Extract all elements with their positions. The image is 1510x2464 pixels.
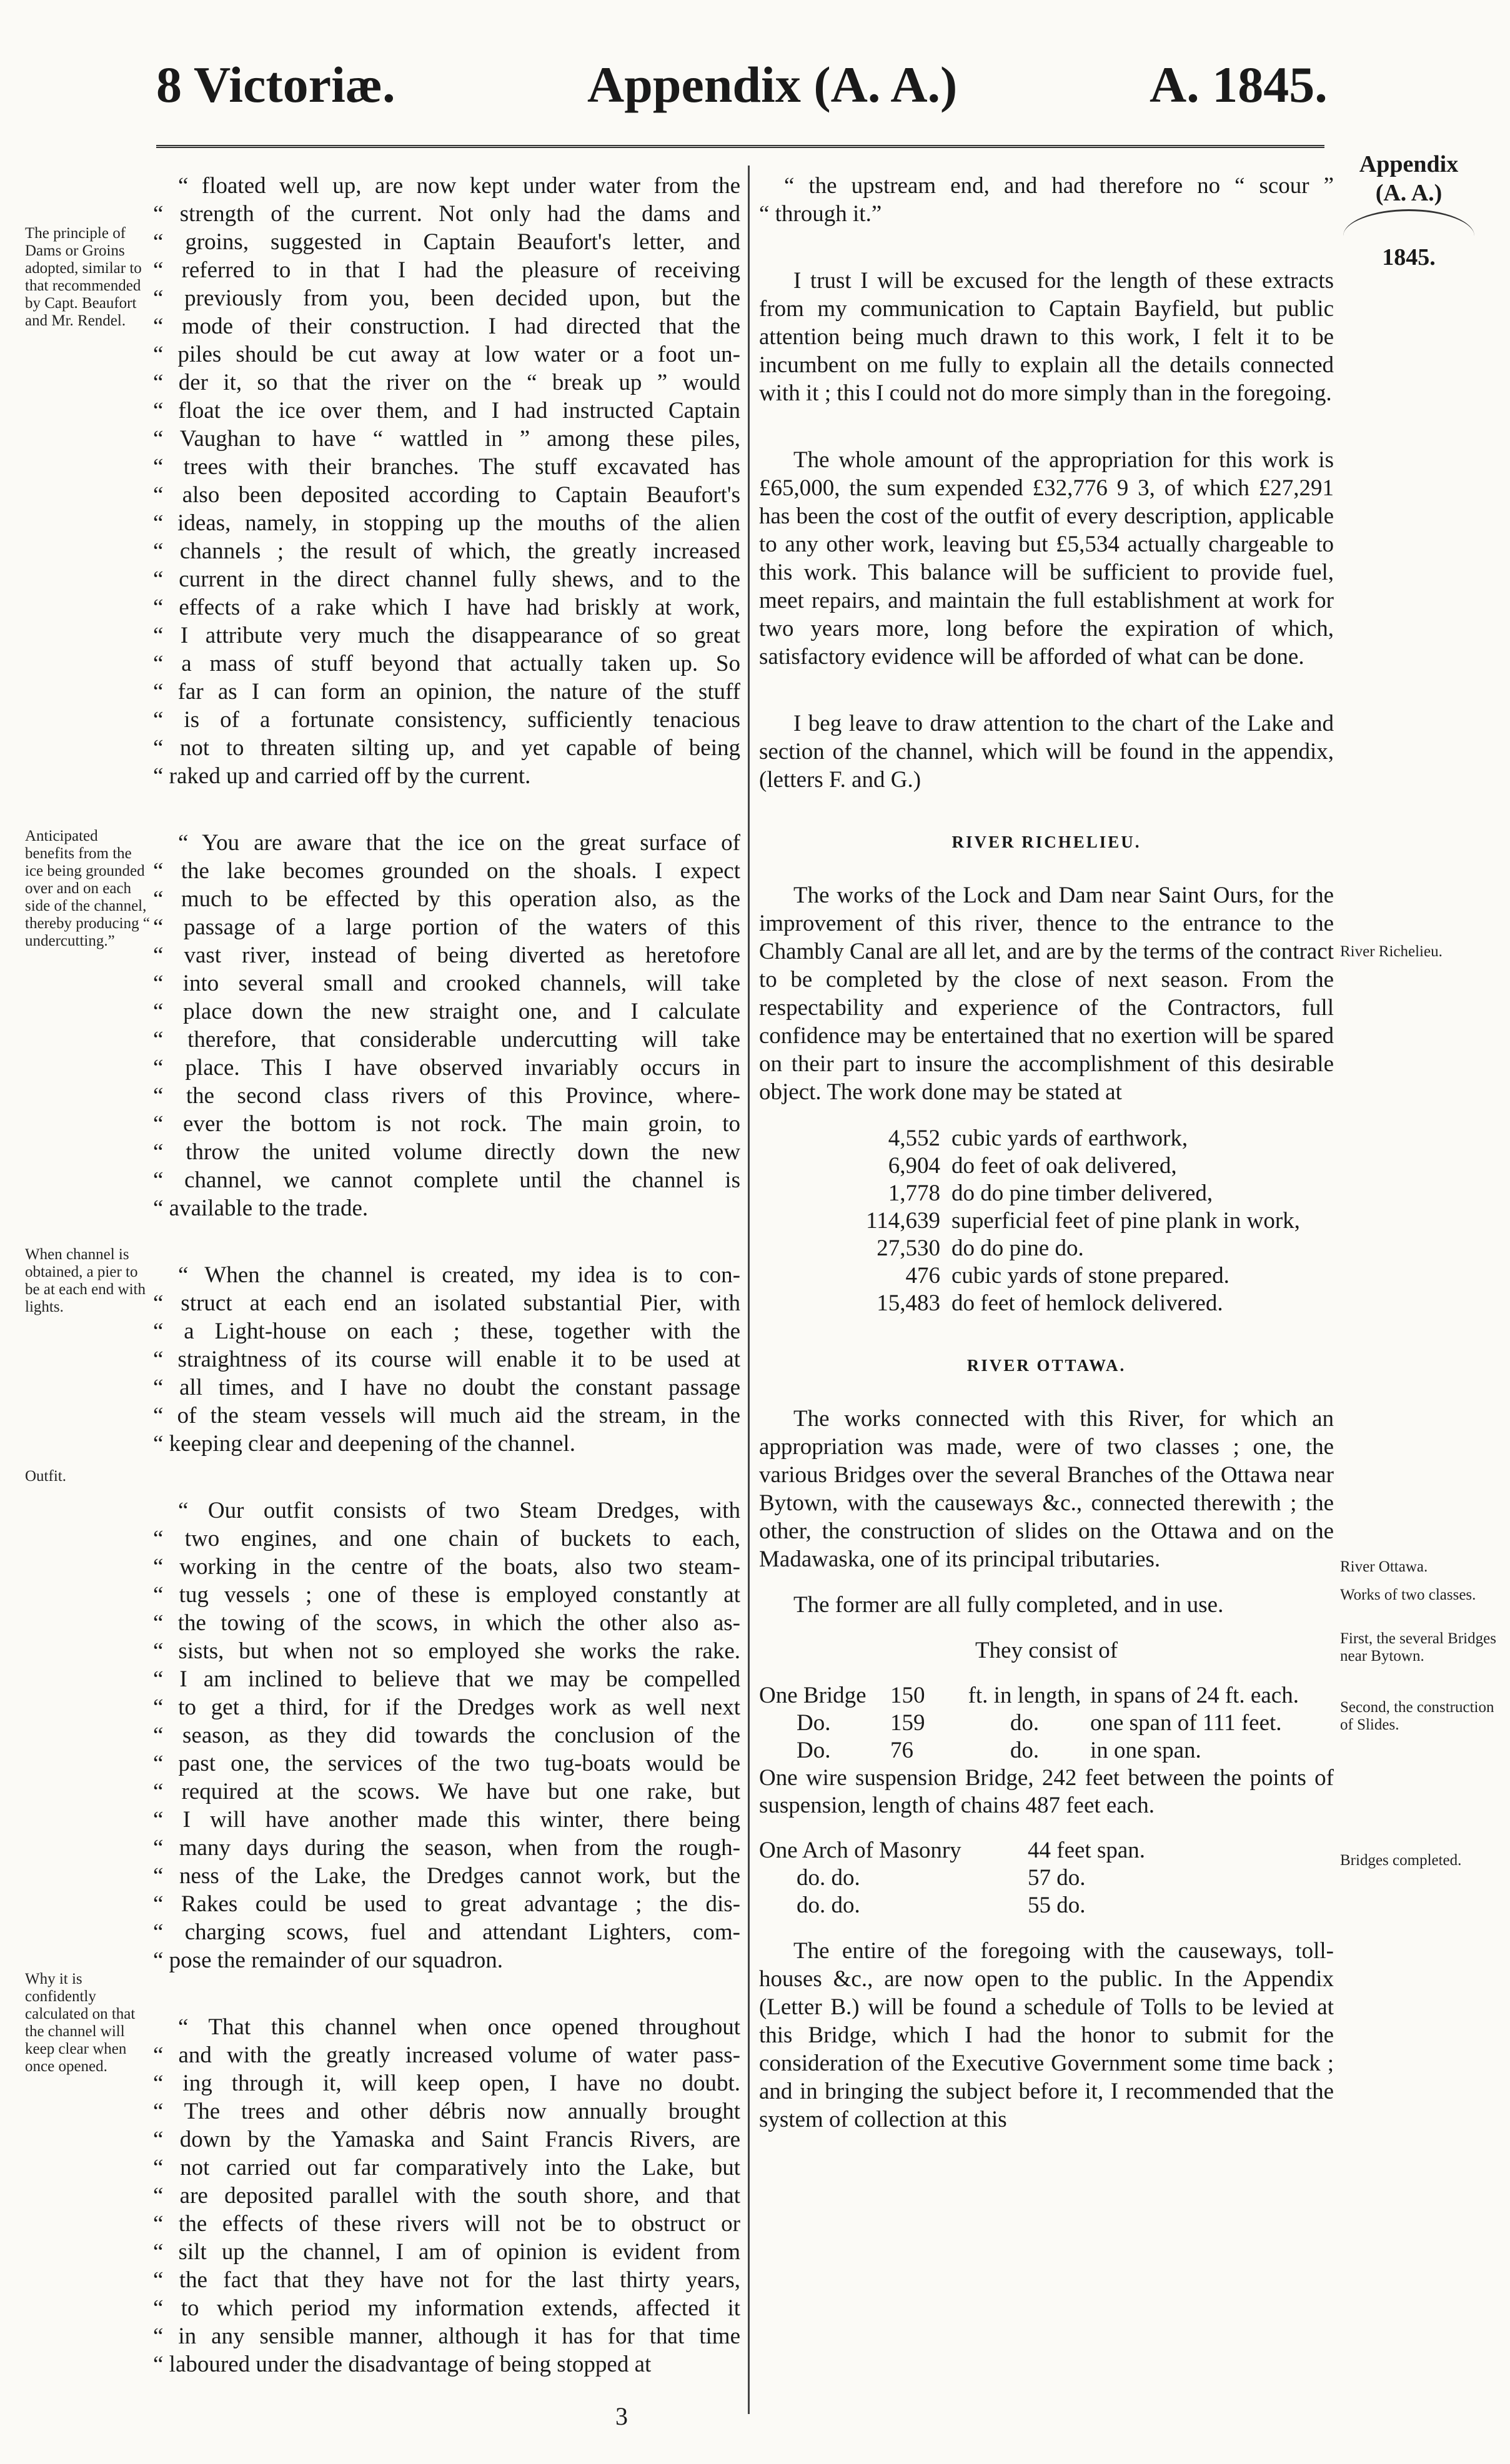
bridges-list (759, 1682, 1334, 1919)
text-line: “ and with the greatly increased volume of water pass- (153, 2042, 740, 2068)
margin-appendix-label: Appendix (1359, 151, 1459, 177)
margin-appendix-code: (A. A.) (1375, 180, 1443, 206)
text-line: “ charging scows, fuel and attendant Lighters, com- (153, 1919, 740, 1945)
margin-note-dams: The principle of Dams or Groins adopted, similar to that recommended by Capt. Beaufort and Mr. Rendel. (25, 225, 142, 329)
text-line: “ effects of a rake which I have had briskly at work, (153, 595, 740, 620)
text-line: “ two engines, and one chain of buckets to each, (153, 1526, 740, 1551)
text-line: “ vast river, instead of being diverted as heretofore (153, 943, 740, 968)
text-line: “ I will have another made this winter, there being (153, 1807, 740, 1833)
text-line: “ the effects of these rivers will not be to obstruct or (153, 2211, 740, 2237)
margin-note-richelieu: River Richelieu. (1340, 943, 1443, 960)
text-line: “ channels ; the result of which, the greatly increased (153, 538, 740, 564)
margin-brace (1343, 209, 1474, 236)
text-line: “ Our outfit consists of two Steam Dredges, with (178, 1498, 740, 1523)
text-line: “ pose the remainder of our squadron. (153, 1947, 503, 1973)
text-line: “ ness of the Lake, the Dredges cannot work, but the (153, 1863, 740, 1889)
text-line: “ Rakes could be used to great advantage ; the dis- (153, 1891, 740, 1917)
text-line: “ keeping clear and deepening of the channel. (153, 1431, 575, 1457)
margin-appendix-year: 1845. (1382, 244, 1436, 270)
text-line: “ trees with their branches. The stuff excavated has (153, 454, 740, 480)
running-header (0, 0, 1510, 137)
margin-note-bridges-completed: Bridges completed. (1340, 1852, 1462, 1869)
text-line: “ channel, we cannot complete until the channel is (153, 1167, 740, 1193)
text-line: “ not carried out far comparatively into the Lake, but (153, 2155, 740, 2180)
text-line: “ struct at each end an isolated substantial Pier, with (153, 1290, 740, 1316)
text-line: “ ing through it, will keep open, I have no doubt. (153, 2071, 740, 2096)
text-line: “ to which period my information extends, affected it (153, 2295, 740, 2321)
text-line: “ is of a fortunate consistency, sufficiently tenacious (153, 707, 740, 733)
right-paragraph-3: The whole amount of the appropriation for this work is £65,000, the sum expended £32,776 9 3, of which £27,291 has been the cost of the outfit of every description, applicable to any other work, leaving but £5,534 actually chargeable to this work. This balance will be sufficient to provide fuel, meet repairs, and maintain the full establishment at work for two years more, long before the expiration of which, satisfactory evidence will be afforded of what can be done. (759, 447, 1334, 670)
text-line: “ the upstream end, and had therefore no “ scour ” (784, 173, 1334, 199)
heading-river-ottawa: RIVER OTTAWA. (966, 1356, 1126, 1375)
margin-note-channel: Why it is confidently calculated on that the channel will keep clear when once opened. (25, 1971, 136, 2075)
works-row: 1,778 do do pine timber delivered, (888, 1180, 1213, 1206)
text-line: “ float the ice over them, and I had instructed Captain (153, 398, 740, 423)
right-paragraph-8: They consist of (975, 1638, 1118, 1663)
text-line: “ straightness of its course will enable it to be used at (153, 1347, 740, 1372)
bridge-row: Do. 159 do. one span of 111 feet. (797, 1710, 1282, 1736)
right-paragraph-1 (759, 172, 1334, 228)
heading-river-richelieu: RIVER RICHELIEU. (951, 833, 1141, 851)
text-line: “ tug vessels ; one of these is employed constantly at (153, 1582, 740, 1608)
page-number: 3 (615, 2402, 628, 2430)
text-line: “ sists, but when not so employed she works the rake. (153, 1638, 740, 1664)
margin-note-second: Second, the construction of Slides. (1340, 1699, 1494, 1733)
margin-appendix-head (1331, 150, 1487, 207)
text-line: “ also been deposited according to Captain Beaufort's (153, 482, 740, 508)
text-line: “ are deposited parallel with the south shore, and that (153, 2183, 740, 2209)
text-line: “ of the steam vessels will much aid the stream, in the (153, 1403, 740, 1428)
text-line: “ not to threaten silting up, and yet capable of being (153, 735, 740, 761)
text-line: “ strength of the current. Not only had the dams and (153, 201, 740, 227)
works-row: 4,552 cubic yards of earthwork, (888, 1126, 1188, 1151)
text-line: “ raked up and carried off by the current. (153, 763, 531, 789)
text-line: “ floated well up, are now kept under water from the (178, 173, 740, 199)
text-line: “ available to the trade. (153, 1195, 369, 1221)
margin-note-two-classes: Works of two classes. (1340, 1586, 1476, 1603)
text-line: “ That this channel when once opened throughout (178, 2014, 740, 2040)
works-row: 114,639 superficial feet of pine plank in work, (866, 1208, 1300, 1234)
text-line: “ The trees and other débris now annually brought (153, 2099, 740, 2124)
right-column (759, 172, 1334, 2134)
right-paragraph-9: The entire of the foregoing with the causeways, toll-houses &c., are now open to the public. In the Appendix (Letter B.) will be found a schedule of Tolls to be levied at this Bridge, which I had the honor to submit for the consideration of the Executive Government some time back ; and in bringing the subject before it, I recommended that the system of collection at this (759, 1938, 1334, 2132)
text-line: “ season, as they did towards the conclusion of the (153, 1723, 740, 1748)
left-paragraph-5 (153, 2013, 740, 2378)
column-divider (748, 166, 750, 2414)
text-line: “ You are aware that the ice on the great surface of (178, 830, 740, 856)
bridge-row: Do. 76 do. in one span. (797, 1738, 1201, 1763)
header-session: 8 Victoriæ. (156, 56, 395, 113)
text-line: “ required at the scows. We have but one rake, but (153, 1779, 740, 1804)
text-line: “ past one, the services of the two tug-boats would be (153, 1751, 740, 1776)
left-paragraph-1 (153, 172, 740, 790)
text-line: “ I am inclined to believe that we may be compelled (153, 1666, 740, 1692)
right-paragraph-2: I trust I will be excused for the length of these extracts from my communication to Captain Bayfield, but public attention being much drawn to this work, I felt it to be incumbent on me fully to explain all the details connected with it ; this I could not do more simply than in the foregoing. (759, 268, 1334, 406)
text-line: “ previously from you, been decided upon, but the (153, 285, 740, 311)
header-appendix: Appendix (A. A.) (587, 56, 958, 113)
margin-note-outfit: Outfit. (25, 1468, 66, 1485)
text-line: “ a Light-house on each ; these, together with the (153, 1319, 740, 1344)
text-line: “ piles should be cut away at low water or a foot un- (153, 342, 740, 367)
margin-note-pier: When channel is obtained, a pier to be at each end with lights. (25, 1246, 146, 1315)
text-line: “ in any sensible manner, although it has for that time (153, 2323, 740, 2349)
text-line: “ the fact that they have not for the last thirty years, (153, 2267, 740, 2293)
text-line: “ all times, and I have no doubt the constant passage (153, 1375, 740, 1400)
works-row: 476 cubic yards of stone prepared. (905, 1263, 1229, 1289)
works-done-list (834, 1125, 1334, 1317)
margin-note-ice: Anticipated benefits from the ice being grounded over and on each side of the channel, thereby producing “ undercutting.” (25, 828, 150, 949)
text-line: “ place down the new straight one, and I calculate (153, 999, 740, 1024)
text-line: “ referred to in that I had the pleasure of receiving (153, 257, 740, 283)
text-line: “ the towing of the scows, in which the other also as- (153, 1610, 740, 1636)
wire-bridge: One wire suspension Bridge, 242 feet between the points of suspension, length of chains 487 feet each. (759, 1765, 1334, 1818)
text-line: “ silt up the channel, I am of opinion is evident from (153, 2239, 740, 2265)
margin-note-ottawa: River Ottawa. (1340, 1558, 1428, 1575)
works-row: 27,530 do do pine do. (877, 1235, 1084, 1261)
text-line: “ through it.” (759, 201, 882, 227)
text-line: “ many days during the season, when from the rough- (153, 1835, 740, 1861)
text-line: “ the lake becomes grounded on the shoals. I expect (153, 858, 740, 884)
left-paragraph-3 (153, 1261, 740, 1458)
right-paragraph-7: The former are all fully completed, and in use. (793, 1592, 1224, 1618)
text-line: “ laboured under the disadvantage of being stopped at (153, 2352, 652, 2377)
text-line: “ down by the Yamaska and Saint Francis Rivers, are (153, 2127, 740, 2152)
text-line: “ much to be effected by this operation also, as the (153, 886, 740, 912)
text-line: “ far as I can form an opinion, the nature of the stuff (153, 679, 740, 705)
right-paragraph-6: The works connected with this River, for which an appropriation was made, were of two classes ; one, the various Bridges over the several Branches of the Ottawa near Bytown, with the causeways &c., connected therewith ; the other, the construction of slides on the Ottawa and on the Madawaska, one of its principal tributaries. (759, 1406, 1334, 1572)
text-line: “ into several small and crooked channels, will take (153, 971, 740, 996)
left-paragraph-2 (153, 829, 740, 1222)
header-year: A. 1845. (1150, 56, 1328, 113)
right-paragraph-5: The works of the Lock and Dam near Saint Ours, for the improvement of this river, thence to the entrance to the Chambly Canal are all let, and are by the terms of the contract to be completed by the close of next season. From the respectability and experience of the Contractors, full confidence may be entertained that no exertion will be spared on their part to insure the accomplishment of this desirable object. The work done may be stated at (759, 883, 1334, 1105)
arch-row: do. do. 55 do. (797, 1893, 1086, 1918)
text-line: “ When the channel is created, my idea is to con- (178, 1262, 740, 1288)
bridge-row: One Bridge 150 ft. in length, in spans of 24 ft. each. (759, 1683, 1299, 1708)
text-line: “ the second class rivers of this Province, where- (153, 1083, 740, 1109)
text-line: “ working in the centre of the boats, also two steam- (153, 1554, 740, 1580)
arch-row: do. do. 57 do. (797, 1865, 1086, 1891)
margin-note-first: First, the several Bridges near Bytown. (1340, 1630, 1496, 1665)
text-line: “ mode of their construction. I had directed that the (153, 314, 740, 339)
right-paragraph-4: I beg leave to draw attention to the chart of the Lake and section of the channel, which will be found in the appendix, (letters F. and G.) (759, 711, 1334, 793)
text-line: “ throw the united volume directly down the new (153, 1139, 740, 1165)
left-paragraph-4 (153, 1497, 740, 1974)
text-line: “ Vaughan to have “ wattled in ” among these piles, (153, 426, 740, 452)
text-line: “ to get a third, for if the Dredges work as well next (153, 1695, 740, 1720)
text-line: “ I attribute very much the disappearance of so great (153, 623, 740, 648)
text-line: “ ever the bottom is not rock. The main groin, to (153, 1111, 740, 1137)
text-line: “ ideas, namely, in stopping up the mouths of the alien (153, 510, 740, 536)
text-line: “ der it, so that the river on the “ break up ” would (153, 370, 740, 395)
works-row: 15,483 do feet of hemlock delivered. (877, 1290, 1223, 1316)
left-column (153, 172, 740, 2378)
works-row: 6,904 do feet of oak delivered, (888, 1153, 1177, 1179)
text-line: “ place. This I have observed invariably occurs in (153, 1055, 740, 1081)
arch-row: One Arch of Masonry 44 feet span. (759, 1838, 1146, 1863)
text-line: “ passage of a large portion of the waters of this (153, 914, 740, 940)
header-rule (156, 145, 1324, 148)
text-line: “ groins, suggested in Captain Beaufort's letter, and (153, 229, 740, 255)
text-line: “ current in the direct channel fully shews, and to the (153, 567, 740, 592)
text-line: “ therefore, that considerable undercutting will take (153, 1027, 740, 1052)
text-line: “ a mass of stuff beyond that actually taken up. So (153, 651, 740, 676)
